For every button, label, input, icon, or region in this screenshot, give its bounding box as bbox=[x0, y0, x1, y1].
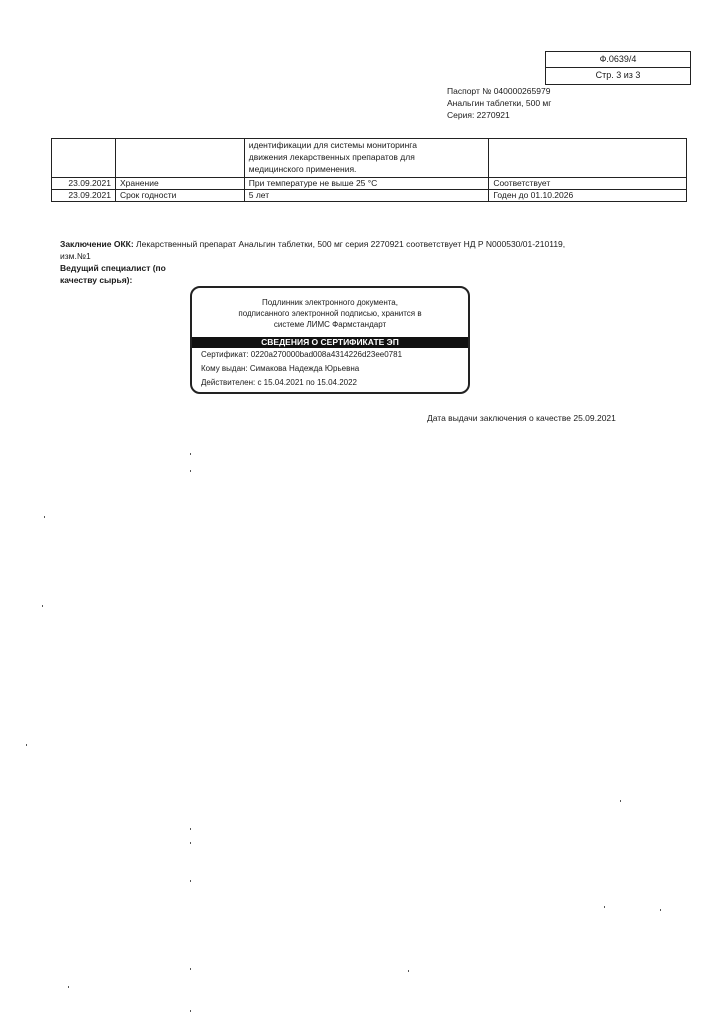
table-cell-indicator: Срок годности bbox=[115, 190, 244, 202]
table-cell-indicator: Хранение bbox=[115, 178, 244, 190]
scan-speck bbox=[190, 453, 191, 455]
stamp-certificate-bar: СВЕДЕНИЯ О СЕРТИФИКАТЕ ЭП bbox=[192, 337, 468, 348]
form-code: Ф.0639/4 bbox=[599, 54, 637, 64]
table-cell-date bbox=[52, 139, 116, 178]
scan-speck bbox=[604, 906, 605, 908]
stamp-line: Подлинник электронного документа, bbox=[262, 298, 398, 307]
stamp-line: системе ЛИМС Фармстандарт bbox=[273, 320, 387, 329]
scan-speck bbox=[620, 800, 621, 802]
requirement-line: движения лекарственных препаратов для bbox=[248, 152, 415, 162]
stamp-certificate-number: Сертификат: 0220a270000bad008a4314226d23ee0781 bbox=[201, 350, 403, 359]
qc-conclusion bbox=[60, 238, 580, 262]
table-cell-result: Соответствует bbox=[489, 178, 687, 190]
passport-series: Серия: 2270921 bbox=[447, 110, 510, 120]
table-cell-date: 23.09.2021 bbox=[52, 178, 116, 190]
scan-speck bbox=[44, 516, 45, 518]
table-cell-date: 23.09.2021 bbox=[52, 190, 116, 202]
scan-speck bbox=[190, 470, 191, 472]
conclusion-text: Лекарственный препарат Анальгин таблетки, 500 мг серия 2270921 соответствует НД Р N000530/01-210119, bbox=[133, 239, 566, 249]
electronic-signature-stamp bbox=[190, 286, 470, 394]
stamp-line: подписанного электронной подписью, хранится в bbox=[238, 309, 422, 318]
conclusion-text-line2: изм.№1 bbox=[60, 251, 91, 261]
stamp-valid-period: Действителен: с 15.04.2021 по 15.04.2022 bbox=[201, 378, 357, 387]
scan-speck bbox=[190, 880, 191, 882]
test-results-table bbox=[51, 138, 687, 202]
specialist-label-line: качеству сырья): bbox=[60, 275, 133, 285]
scan-speck bbox=[190, 828, 191, 830]
passport-product: Анальгин таблетки, 500 мг bbox=[447, 98, 552, 108]
table-cell-requirement: При температуре не выше 25 °С bbox=[244, 178, 489, 190]
table-row bbox=[52, 139, 687, 178]
requirement-line: медицинского применения. bbox=[248, 164, 357, 174]
specialist-label-line: Ведущий специалист (по bbox=[60, 263, 166, 273]
passport-info bbox=[447, 85, 551, 121]
scan-speck bbox=[408, 970, 409, 972]
requirement-line: идентификации для системы мониторинга bbox=[248, 140, 417, 150]
page-number: Стр. 3 из 3 bbox=[546, 67, 690, 83]
stamp-issued-to: Кому выдан: Симакова Надежда Юрьевна bbox=[201, 364, 360, 373]
scan-speck bbox=[68, 986, 69, 988]
scan-speck bbox=[190, 842, 191, 844]
form-code-box bbox=[545, 51, 691, 85]
stamp-header bbox=[192, 288, 468, 334]
table-cell-indicator bbox=[115, 139, 244, 178]
scan-speck bbox=[660, 909, 661, 911]
passport-number: Паспорт № 040000265979 bbox=[447, 86, 551, 96]
table-cell-requirement bbox=[244, 139, 489, 178]
lead-specialist-label bbox=[60, 262, 180, 286]
scan-speck bbox=[26, 744, 27, 746]
issue-date: Дата выдачи заключения о качестве 25.09.2021 bbox=[427, 413, 616, 423]
scan-speck bbox=[190, 968, 191, 970]
table-row bbox=[52, 178, 687, 190]
scan-speck bbox=[190, 1010, 191, 1012]
scan-speck bbox=[42, 605, 43, 607]
table-cell-requirement: 5 лет bbox=[244, 190, 489, 202]
conclusion-label: Заключение ОКК: bbox=[60, 239, 134, 249]
table-row bbox=[52, 190, 687, 202]
table-cell-result: Годен до 01.10.2026 bbox=[489, 190, 687, 202]
table-cell-result bbox=[489, 139, 687, 178]
